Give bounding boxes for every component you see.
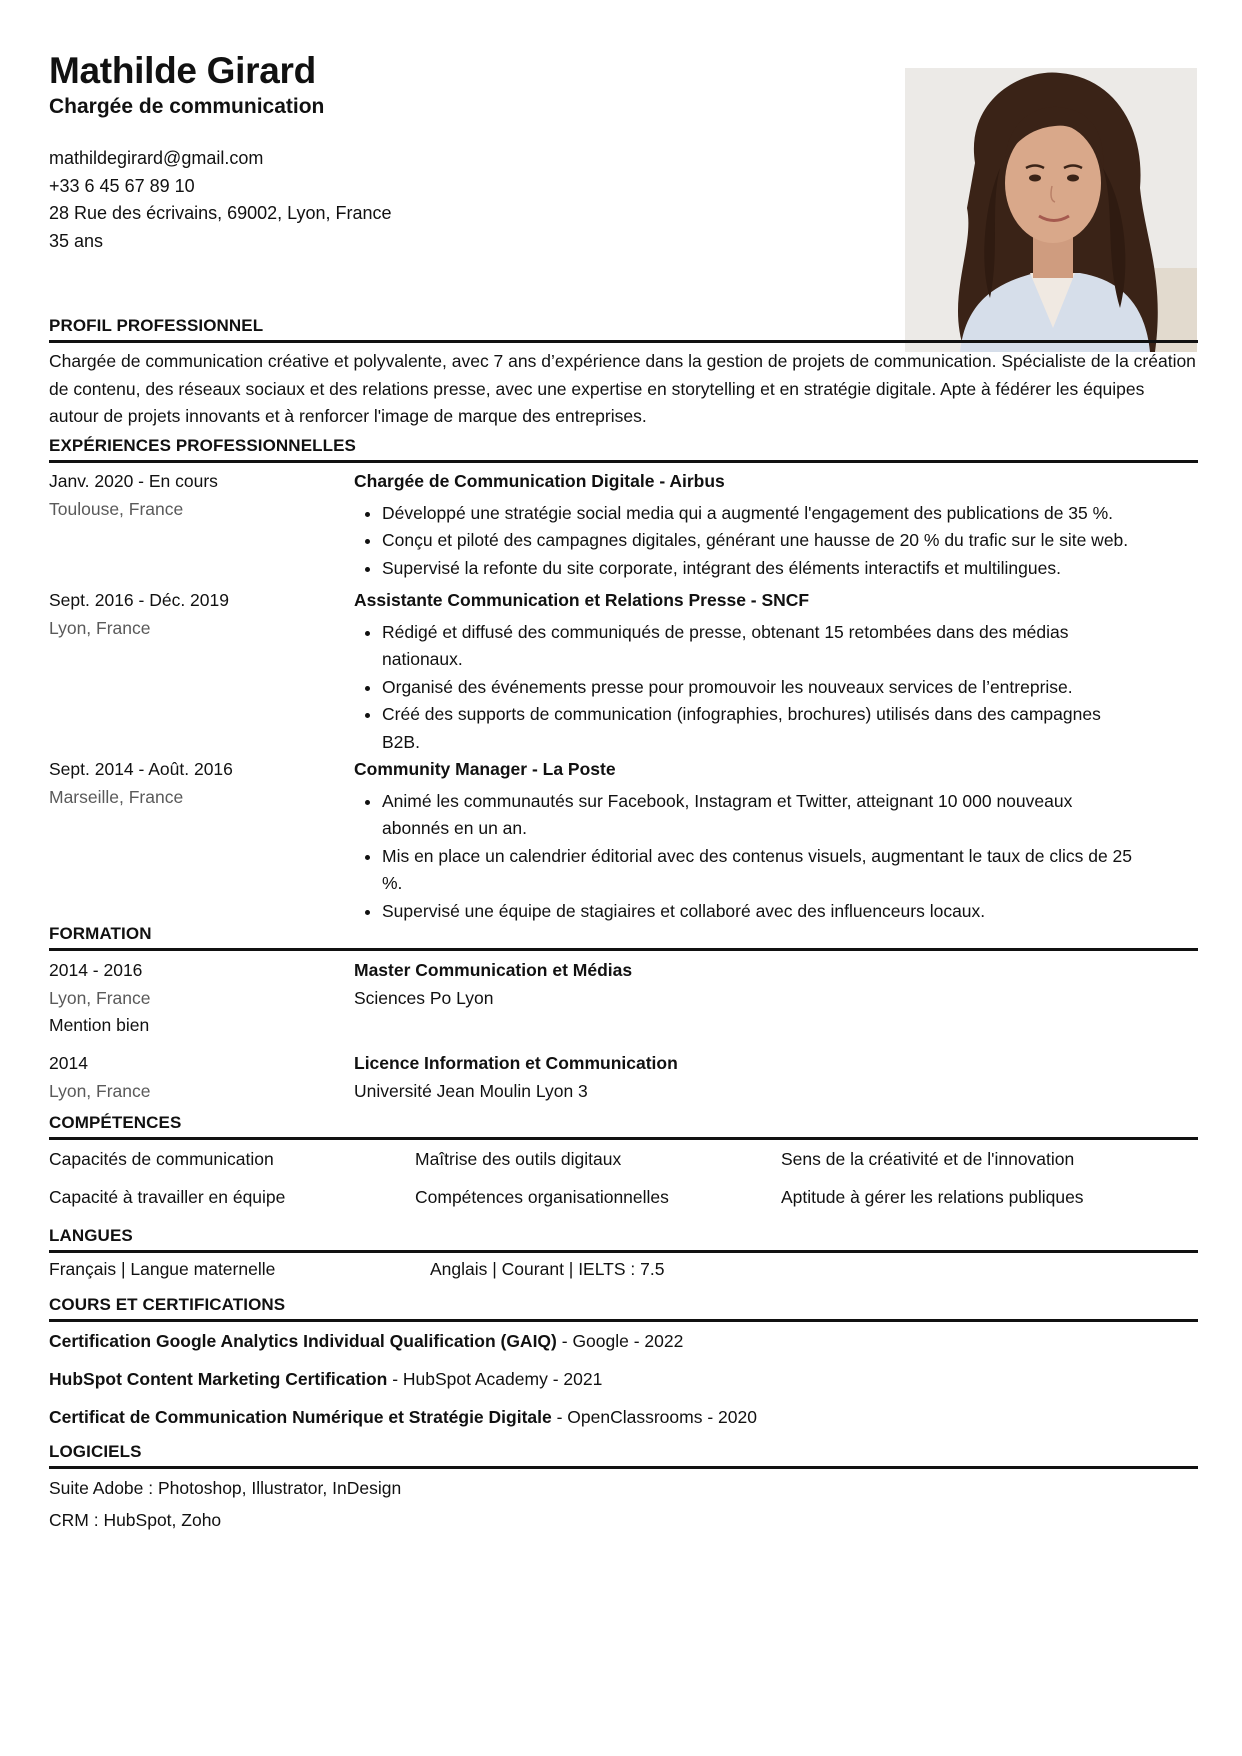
experience-entry: [354, 756, 1198, 925]
certification-item: [49, 1366, 602, 1394]
experience-location: Toulouse, France: [49, 498, 184, 519]
section-heading-education: FORMATION: [49, 924, 1198, 951]
portrait-illustration: [905, 68, 1197, 352]
education-meta: [49, 957, 339, 1040]
section-heading-skills: COMPÉTENCES: [49, 1113, 1198, 1140]
skill-item: Capacités de communication: [49, 1149, 274, 1169]
experience-meta: [49, 587, 339, 642]
certification-detail: - HubSpot Academy - 2021: [387, 1369, 603, 1389]
phone: +33 6 45 67 89 10: [49, 175, 195, 196]
experience-entry: [354, 468, 1198, 582]
section-heading-certifications: COURS ET CERTIFICATIONS: [49, 1295, 1198, 1322]
experience-dates: Janv. 2020 - En cours: [49, 471, 218, 491]
section-heading-software: LOGICIELS: [49, 1442, 1198, 1469]
experience-bullet: • Développé une stratégie social media qui a augmenté l'engagement des publications de 35 %.: [382, 500, 1198, 528]
experience-title: Assistante Communication et Relations Presse - SNCF: [354, 590, 810, 610]
language-item: Français | Langue maternelle: [49, 1259, 276, 1279]
job-title: Chargée de communication: [49, 95, 325, 118]
experience-dates: Sept. 2014 - Août. 2016: [49, 759, 233, 779]
certification-item: [49, 1404, 757, 1432]
language-item: Anglais | Courant | IELTS : 7.5: [430, 1259, 665, 1279]
experience-bullet: • Supervisé la refonte du site corporate, intégrant des éléments interactifs et multilingues.: [382, 555, 1198, 583]
education-entry: [354, 957, 1198, 1012]
skill-item: Sens de la créativité et de l'innovation: [781, 1149, 1075, 1169]
education-dates: 2014: [49, 1053, 88, 1073]
education-location: Lyon, France: [49, 1080, 151, 1101]
experience-bullet: • Supervisé une équipe de stagiaires et collaboré avec des influenceurs locaux.: [382, 898, 1142, 926]
experience-bullets: [354, 788, 1142, 926]
experience-bullets: [354, 500, 1198, 583]
education-note: Mention bien: [49, 1015, 150, 1035]
experience-bullets: [354, 619, 1112, 757]
experience-dates: Sept. 2016 - Déc. 2019: [49, 590, 229, 610]
experience-meta: [49, 468, 339, 523]
education-meta: [49, 1050, 339, 1105]
skill-item: Maîtrise des outils digitaux: [415, 1149, 622, 1169]
software-item: Suite Adobe : Photoshop, Illustrator, InDesign: [49, 1478, 402, 1498]
education-degree: Master Communication et Médias: [354, 960, 633, 980]
certification-item: [49, 1328, 683, 1356]
education-degree: Licence Information et Communication: [354, 1053, 678, 1073]
experience-entry: [354, 587, 1198, 756]
education-entry: [354, 1050, 1198, 1105]
education-dates: 2014 - 2016: [49, 960, 143, 980]
experience-bullet: • Conçu et piloté des campagnes digitales, générant une hausse de 20 % du trafic sur le site web.: [382, 527, 1198, 555]
education-school: Université Jean Moulin Lyon 3: [354, 1080, 588, 1101]
section-heading-languages: LANGUES: [49, 1226, 1198, 1253]
education-school: Sciences Po Lyon: [354, 987, 494, 1008]
experience-bullet: • Animé les communautés sur Facebook, Instagram et Twitter, atteignant 10 000 nouveaux abonnés en un an.: [382, 788, 1142, 843]
education-location: Lyon, France: [49, 987, 151, 1008]
experience-bullet: • Créé des supports de communication (infographies, brochures) utilisés dans des campagnes B2B.: [382, 701, 1112, 756]
email: mathildegirard@gmail.com: [49, 148, 264, 168]
skill-item: Compétences organisationnelles: [415, 1187, 669, 1207]
address: 28 Rue des écrivains, 69002, Lyon, France: [49, 203, 392, 223]
skill-item: Aptitude à gérer les relations publiques: [781, 1187, 1084, 1207]
experience-meta: [49, 756, 339, 811]
experience-bullet: • Mis en place un calendrier éditorial avec des contenus visuels, augmentant le taux de clics de 25 %.: [382, 843, 1142, 898]
contact-block: [49, 145, 392, 255]
certification-name: Certificat de Communication Numérique et Stratégie Digitale: [49, 1407, 552, 1427]
profile-photo: [905, 68, 1197, 352]
certification-name: HubSpot Content Marketing Certification: [49, 1369, 388, 1389]
experience-location: Marseille, France: [49, 786, 184, 807]
experience-location: Lyon, France: [49, 617, 151, 638]
software-item: CRM : HubSpot, Zoho: [49, 1510, 222, 1530]
experience-title: Community Manager - La Poste: [354, 759, 616, 779]
certification-detail: - Google - 2022: [556, 1331, 684, 1351]
experience-title: Chargée de Communication Digitale - Airbus: [354, 471, 725, 491]
skill-item: Capacité à travailler en équipe: [49, 1187, 286, 1207]
candidate-name: Mathilde Girard: [49, 50, 316, 91]
certification-name: Certification Google Analytics Individual Qualification (GAIQ): [49, 1331, 557, 1351]
experience-bullet: • Rédigé et diffusé des communiqués de presse, obtenant 15 retombées dans des médias nationaux.: [382, 619, 1112, 674]
section-heading-profile: PROFIL PROFESSIONNEL: [49, 316, 1198, 343]
certification-detail: - OpenClassrooms - 2020: [551, 1407, 757, 1427]
experience-bullet: • Organisé des événements presse pour promouvoir les nouveaux services de l’entreprise.: [382, 674, 1112, 702]
profile-text: Chargée de communication créative et polyvalente, avec 7 ans d’expérience dans la gestion de projets de communication. Spécialiste de la création de contenu, des réseaux sociaux et des relations presse, avec une expertise en storytelling et en stratégie digitale. Apte à fédérer les équipes autour de projets innovants et à renforcer l'image de marque des entreprises.: [49, 351, 1196, 426]
section-heading-experience: EXPÉRIENCES PROFESSIONNELLES: [49, 436, 1198, 463]
age: 35 ans: [49, 230, 104, 251]
